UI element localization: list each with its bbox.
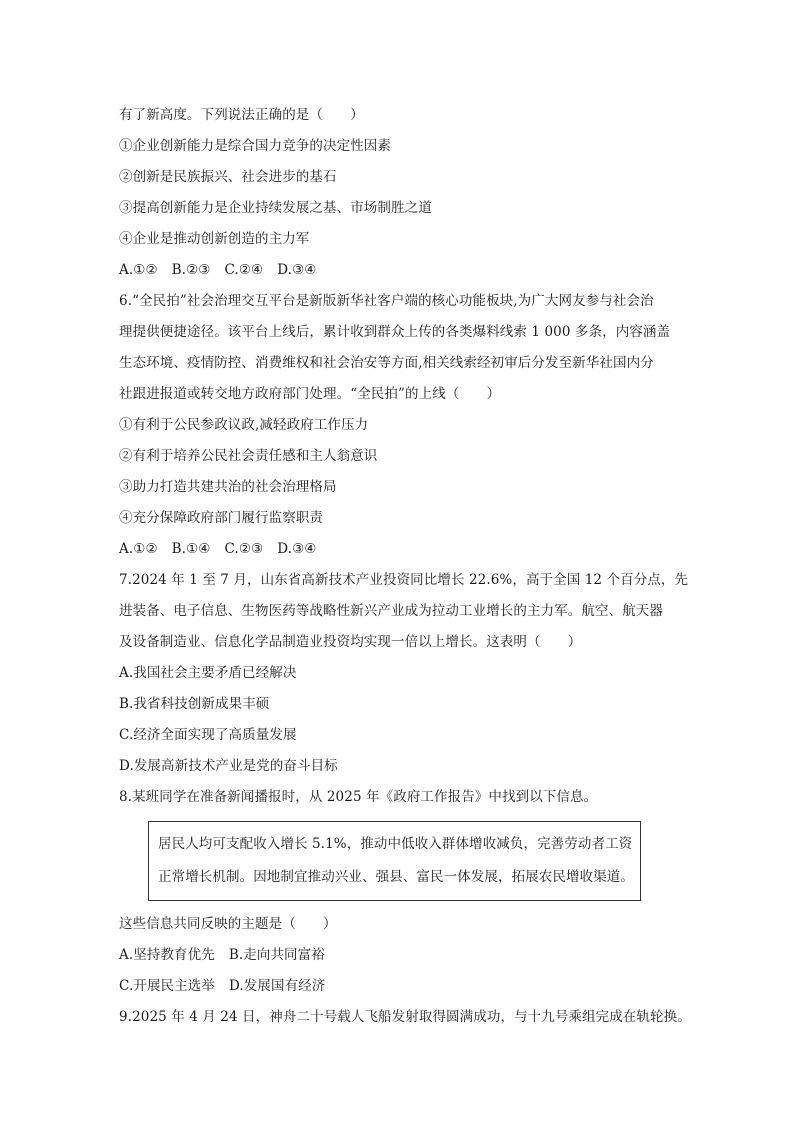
answer-options-row (119, 971, 724, 1002)
option-a: A.坚持教育优先 (119, 947, 215, 963)
question-stem: 8.某班同学在准备新闻播报时，从 2025 年《政府工作报告》中找到以下信息。 (119, 789, 598, 805)
option-c: C.经济全面实现了高质量发展 (119, 727, 297, 743)
material-line: 居民人均可支配收入增长 5.1%，推动中低收入群体增收减负，完善劳动者工资 (158, 836, 633, 852)
question-stem: 有了新高度。下列说法正确的是（ ） (119, 107, 364, 123)
question-stem-line: 进装备、电子信息、生物医药等战略性新兴产业成为拉动工业增长的主力军。航空、航天器 (119, 603, 663, 619)
option-b: B.②③ (171, 262, 211, 278)
question-stem-line: 7.2024 年 1 至 7 月，山东省高新技术产业投资同比增长 22.6%，高于全国 12 个百分点，先 (119, 572, 689, 588)
option-b: B.走向共同富裕 (228, 947, 325, 963)
question-9 (119, 1002, 724, 1033)
option-c: C.②③ (224, 541, 264, 557)
option-c: C.②④ (224, 262, 264, 278)
question-stem-line: 理提供便捷途径。该平台上线后，累计收到群众上传的各类爆料线索 1 000 多条，内容涵盖 (119, 324, 671, 340)
question-stem-line: 6.“全民拍”社会治理交互平台是新版新华社客户端的核心功能板块,为广大网友参与社会治 (119, 293, 654, 309)
option-d: D.发展国有经济 (228, 978, 326, 994)
material-line: 正常增长机制。因地制宜推动兴业、强县、富民一体发展，拓展农民增收渠道。 (158, 869, 634, 885)
statement-item: ①企业创新能力是综合国力竞争的决定性因素 (119, 138, 391, 154)
question-7 (119, 565, 724, 782)
answer-options (119, 255, 724, 286)
question-5 (119, 100, 724, 286)
answer-options-row (119, 940, 724, 971)
option-d: D.③④ (277, 262, 317, 278)
option-a: A.我国社会主要矛盾已经解决 (119, 665, 297, 681)
option-d: D.发展高新技术产业是党的奋斗目标 (119, 758, 338, 774)
option-a: A.①② (119, 541, 158, 557)
option-d: D.③④ (277, 541, 317, 557)
question-6 (119, 286, 724, 565)
statement-item: ④企业是推动创新创造的主力军 (119, 231, 310, 247)
statement-item: ②创新是民族振兴、社会进步的基石 (119, 169, 337, 185)
option-b: B.①④ (171, 541, 211, 557)
option-c: C.开展民主选举 (119, 978, 215, 994)
question-stem-line: 社跟进报道或转交地方政府部门处理。“全民拍”的上线（ ） (119, 386, 501, 402)
option-a: A.①② (119, 262, 158, 278)
question-stem-line: 生态环境、疫情防控、消费维权和社会治安等方面,相关线索经初审后分发至新华社国内分 (119, 355, 654, 371)
question-stem: 9.2025 年 4 月 24 日，神舟二十号载人飞船发射取得圆满成功，与十九号乘组完成在轨轮换。 (119, 1009, 691, 1025)
statement-item: ①有利于公民参政议政,减轻政府工作压力 (119, 417, 369, 433)
statement-item: ③助力打造共建共治的社会治理格局 (119, 479, 337, 495)
answer-options (119, 534, 724, 565)
statement-item: ④充分保障政府部门履行监察职责 (119, 510, 323, 526)
statement-item: ③提高创新能力是企业持续发展之基、市场制胜之道 (119, 200, 432, 216)
material-box (148, 821, 641, 901)
question-8 (119, 782, 724, 1002)
option-b: B.我省科技创新成果丰硕 (119, 696, 270, 712)
statement-item: ②有利于培养公民社会责任感和主人翁意识 (119, 448, 378, 464)
question-prompt: 这些信息共同反映的主题是（ ） (119, 916, 337, 932)
question-stem-line: 及设备制造业、信息化学品制造业投资均实现一倍以上增长。这表明（ ） (119, 634, 582, 650)
